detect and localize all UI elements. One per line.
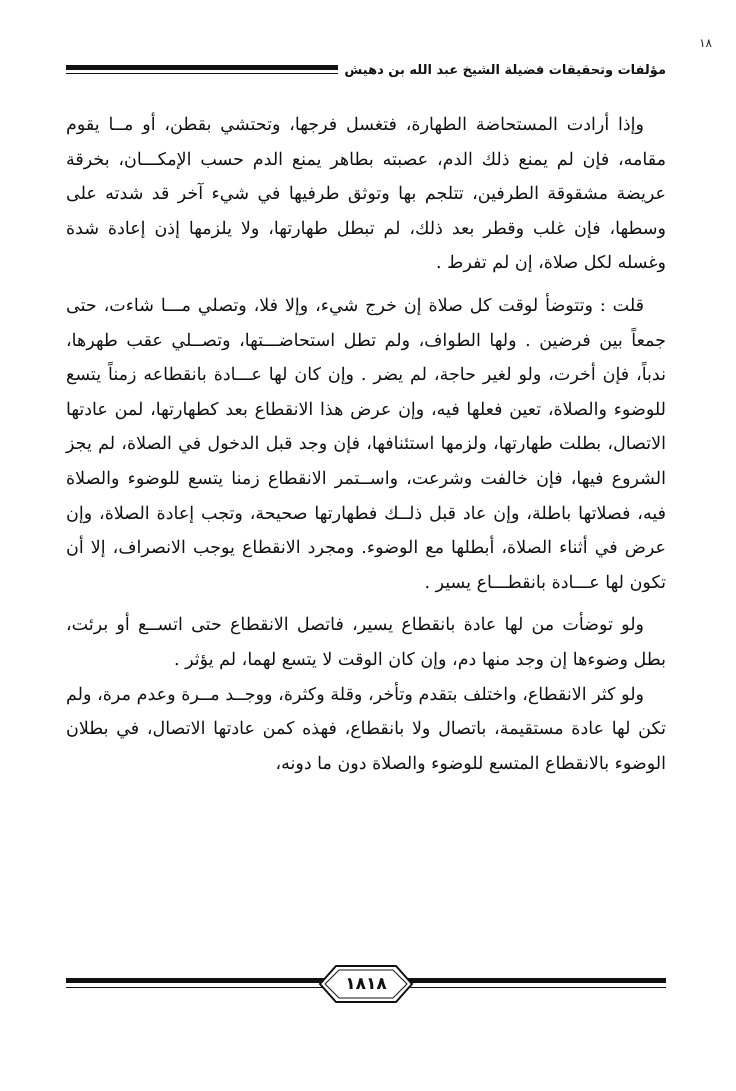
running-header	[66, 62, 666, 84]
page-number: ١٨١٨	[345, 974, 387, 994]
body-text	[66, 108, 666, 781]
header-rule-thick	[66, 65, 376, 70]
page-footer	[66, 962, 666, 1010]
page-number-badge	[306, 962, 426, 1006]
paragraph: ولو كثر الانقطاع، واختلف بتقدم وتأخر، وقلة وكثرة، ووجــد مــرة وعدم مرة، ولم تكن لها عادة مستقيمة، باتصال ولا بانقطاع، فهذه كمن عادتها الاتصال، في بطلان الوضوء بالانقطاع المتسع للوضوء والصلاة دون ما دونه،	[66, 684, 666, 774]
corner-mark: ١٨	[699, 36, 712, 50]
header-title: مؤلفات وتحقيقات فضيلة الشيخ عبد الله بن دهيش	[338, 62, 666, 80]
header-rule-thin	[66, 73, 376, 74]
paragraph: ولو توضأت من لها عادة بانقطاع يسير، فاتصل الانقطاع حتى اتســع أو برئت، بطل وضوءها إن وجد منها دم، وإن كان الوقت لا يتسع لهما، لم يؤثر .	[66, 615, 666, 670]
paragraph: قلت : وتتوضأ لوقت كل صلاة إن خرج شيء، وإلا فلا، وتصلي مـــا شاءت، حتى جمعاً بين فرضين . ولها الطواف، ولم تطل استحاضـــتها، وتصــلي عقب طهرها، ندباً، فإن أخرت، ولو لغير حاجة، لم يضر . وإن كان لها عـــادة بانقطاعه زمناً يتسع للوضوء والصلاة، تعين فعلها فيه، وإن عرض هذا الانقطاع بعد كطهارتها، لمن عادتها الاتصال، بطلت طهارتها، ولزمها استئنافها، فإن وجد قبل الدخول في الصلاة، لم يجز الشروع فيها، فإن خالفت وشرعت، واســتمر الانقطاع زمنا يتسع للوضوء والصلاة فيه، فصلاتها باطلة، وإن عاد قبل ذلــك فطهارتها صحيحة، وتجب إعادة الصلاة، وإن عرض في أثناء الصلاة، أبطلها مع الوضوء. ومجرد الانقطاع يوجب الانصراف، إلا أن تكون لها عـــادة بانقطـــاع يسير .	[66, 295, 666, 593]
paragraph: وإذا أرادت المستحاضة الطهارة، فتغسل فرجها، وتحتشي بقطن، أو مــا يقوم مقامه، فإن لم يمنع ذلك الدم، عصبته بطاهر يمنع الدم حسب الإمكـــان، بخرقة عريضة مشقوقة الطرفين، تتلجم بها وتوثق طرفيها في شيء آخر قد شدته على وسطها، فإن غلب وقطر بعد ذلك، لم تبطل طهارتها، ولا يلزمها إذن إعادة شدة وغسله لكل صلاة، إن لم تفرط .	[66, 115, 666, 274]
